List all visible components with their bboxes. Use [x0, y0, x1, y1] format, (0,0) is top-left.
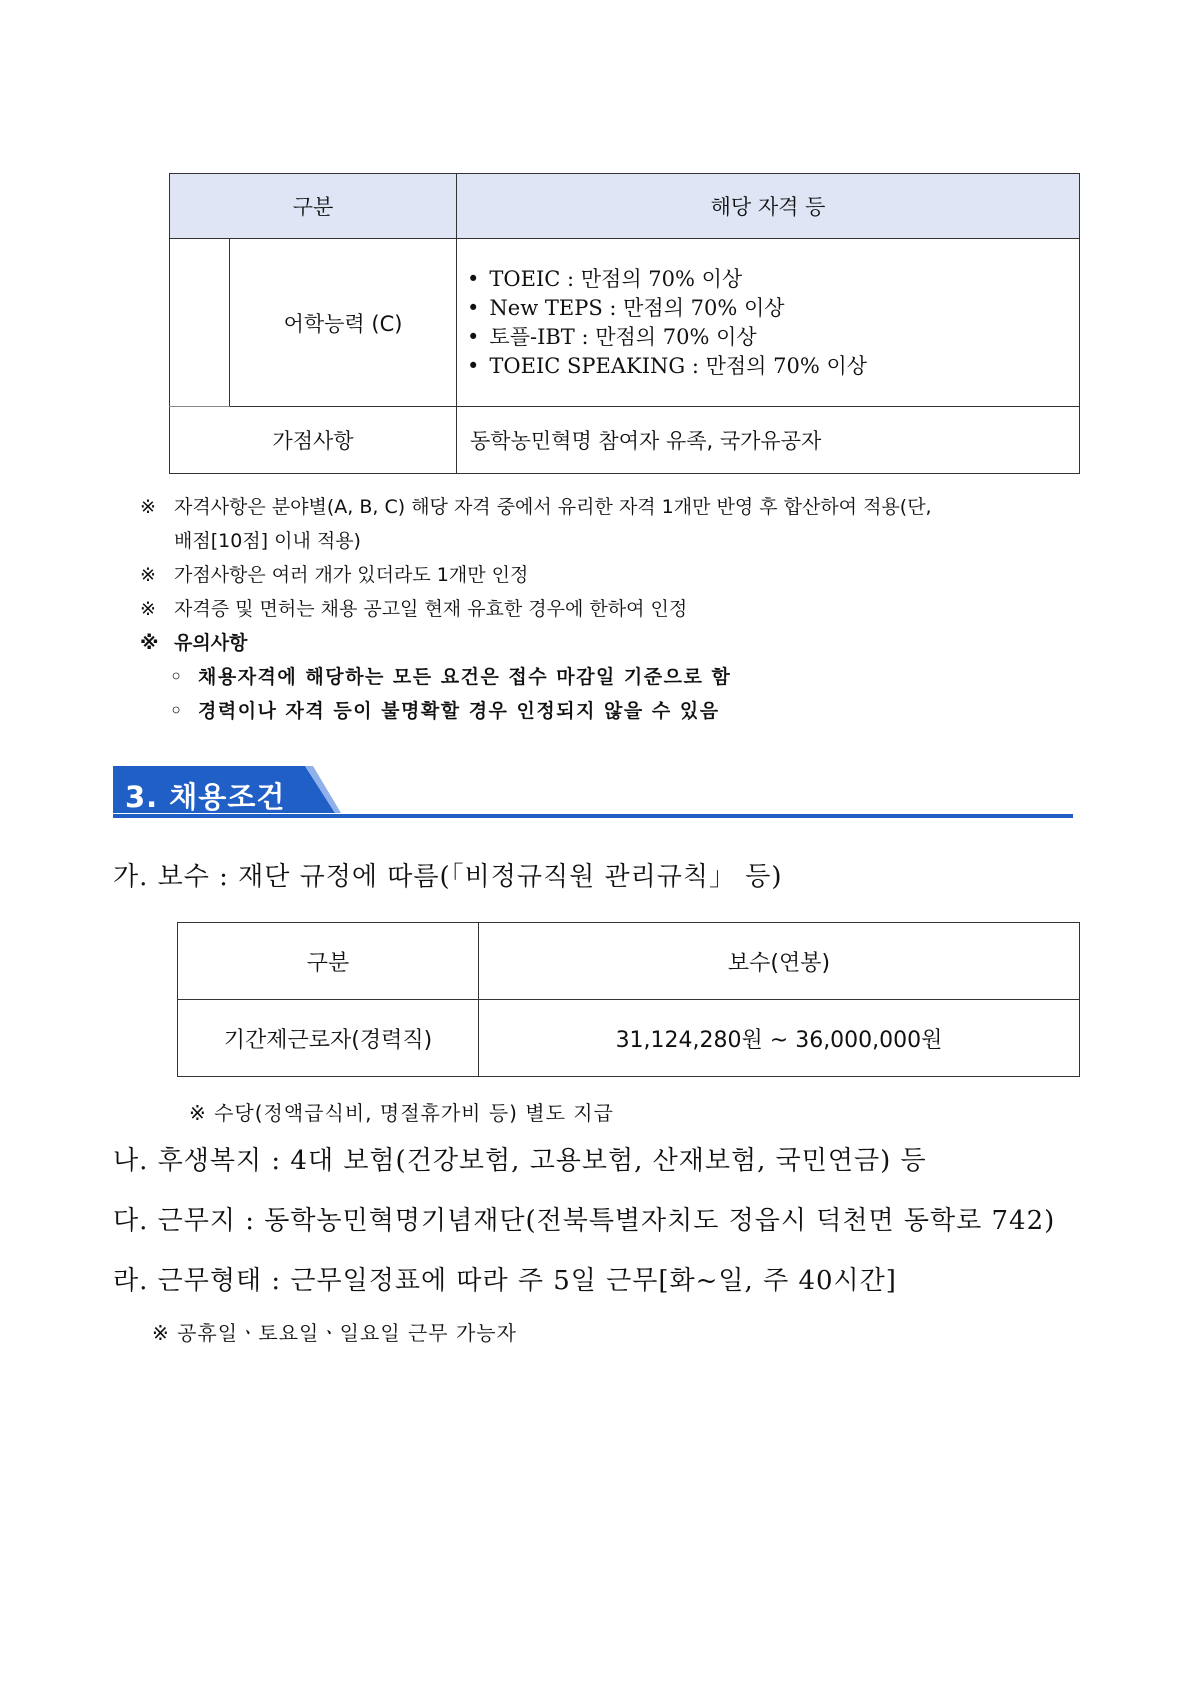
- section-header: [113, 766, 1073, 822]
- language-item: • TOEIC SPEAKING : 만점의 70% 이상: [467, 352, 1079, 381]
- holiday-note: ※ 공휴일ㆍ토요일ㆍ일요일 근무 가능자: [152, 1321, 517, 1345]
- bonus-value: 동학농민혁명 참여자 유족, 국가유공자: [457, 407, 1080, 474]
- note-mark: ※: [140, 598, 156, 620]
- caution-heading: [140, 626, 1090, 660]
- note-item: [140, 558, 1090, 592]
- language-item: • New TEPS : 만점의 70% 이상: [467, 294, 1079, 323]
- note-mark: ※: [140, 496, 156, 518]
- allowance-note: ※ 수당(정액급식비, 명절휴가비 등) 별도 지급: [189, 1101, 614, 1125]
- welfare-line: 나. 후생복지 : 4대 보험(건강보험, 고용보험, 산재보험, 국민연금) 등: [113, 1146, 927, 1176]
- caution-text: 채용자격에 해당하는 모든 요건은 접수 마감일 기준으로 함: [198, 666, 732, 688]
- salary-table: [177, 922, 1080, 1077]
- language-item: • 토플-IBT : 만점의 70% 이상: [467, 323, 1079, 352]
- bullet-icon: ◦: [170, 700, 184, 722]
- caution-item: [140, 694, 1090, 728]
- note-mark: ※: [140, 564, 156, 586]
- language-ability-label: 어학능력 (C): [230, 239, 457, 407]
- qualification-table: [169, 173, 1080, 474]
- caution-text: 경력이나 자격 등이 불명확할 경우 인정되지 않을 수 있음: [198, 700, 720, 722]
- note-text: 가점사항은 여러 개가 있더라도 1개만 인정: [174, 564, 529, 586]
- salary-row-pay: 31,124,280원 ~ 36,000,000원: [479, 1000, 1080, 1077]
- qualification-notes: [140, 490, 1090, 728]
- bullet-icon: ◦: [170, 666, 184, 688]
- salary-row-category: 기간제근로자(경력직): [178, 1000, 479, 1077]
- note-text: 자격사항은 분야별(A, B, C) 해당 자격 중에서 유리한 자격 1개만 반영 후 합산하여 적용(단,: [174, 496, 932, 518]
- salary-header-pay: 보수(연봉): [479, 923, 1080, 1000]
- section-title: 3. 채용조건: [125, 780, 286, 814]
- note-item: [140, 592, 1090, 626]
- workplace-line: 다. 근무지 : 동학농민혁명기념재단(전북특별자치도 정읍시 덕천면 동학로 742): [113, 1206, 1056, 1236]
- pay-heading: 가. 보수 : 재단 규정에 따름(「비정규직원 관리규칙」 등): [113, 862, 783, 892]
- language-ability-list: [457, 239, 1080, 407]
- work-type-line: 라. 근무형태 : 근무일정표에 따라 주 5일 근무[화~일, 주 40시간]: [113, 1266, 897, 1296]
- bonus-label: 가점사항: [170, 407, 457, 474]
- salary-header-category: 구분: [178, 923, 479, 1000]
- note-text: 자격증 및 면허는 채용 공고일 현재 유효한 경우에 한하여 인정: [174, 598, 688, 620]
- language-item: • TOEIC : 만점의 70% 이상: [467, 265, 1079, 294]
- caution-title: 유의사항: [174, 632, 248, 654]
- caution-item: [140, 660, 1090, 694]
- note-mark: ※: [140, 632, 159, 654]
- qualification-blank-cell: [170, 239, 230, 407]
- qualification-header-qualification: 해당 자격 등: [457, 174, 1080, 239]
- note-continuation: 배점[10점] 이내 적용): [174, 530, 361, 552]
- note-item: [140, 490, 1090, 524]
- qualification-header-category: 구분: [170, 174, 457, 239]
